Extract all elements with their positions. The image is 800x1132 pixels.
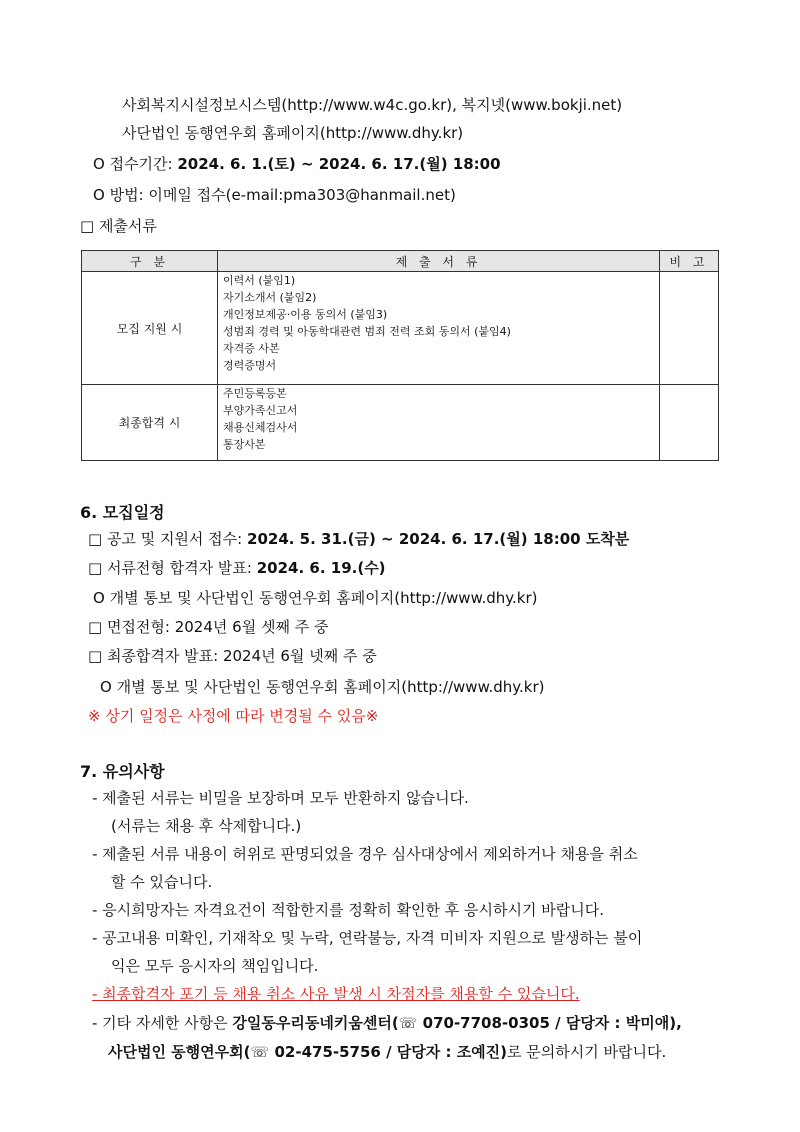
note-4a: - 공고내용 미확인, 기재착오 및 누락, 연락불능, 자격 미비자 지원으로 발생하는 불이: [92, 929, 643, 947]
schedule-line-2-value: 2024. 6. 19.(수): [256, 559, 386, 577]
note-7: [108, 1041, 666, 1062]
header-note: 비 고: [660, 251, 719, 272]
schedule-line-4: □ 면접전형: 2024년 6월 셋째 주 중: [88, 618, 329, 636]
docs-heading: □ 제출서류: [80, 217, 157, 235]
note-7-contact: 사단법인 동행연우회(☏ 02-475-5756 / 담당자 : 조예진): [108, 1043, 508, 1061]
note-2b: 할 수 있습니다.: [111, 873, 213, 891]
table-header-row: [82, 251, 719, 272]
note-6-contact: 강일동우리동네키움센터(☏ 070-7708-0305 / 담당자 : 박미애),: [232, 1014, 682, 1032]
list-item: 이력서 (붙임1): [223, 274, 296, 287]
schedule-line-2: [88, 557, 386, 578]
docs-table: [81, 250, 719, 461]
list-item: 개인정보제공·이용 동의서 (붙임3): [223, 308, 388, 321]
schedule-line-1-value: 2024. 5. 31.(금) ~ 2024. 6. 17.(월) 18:00 도착분: [247, 530, 630, 548]
table-row: [82, 385, 719, 461]
list-item: 경력증명서: [223, 359, 277, 372]
table-row: [82, 272, 719, 385]
top-line-1: 사회복지시설정보시스템(http://www.w4c.go.kr), 복지넷(www.bokji.net): [122, 96, 623, 114]
method-line: O 방법: 이메일 접수(e-mail:pma303@hanmail.net): [93, 186, 456, 204]
list-item: 자격증 사본: [223, 342, 280, 355]
row-note: [660, 272, 719, 385]
row-category: 모집 지원 시: [82, 272, 218, 385]
schedule-line-6: O 개별 통보 및 사단법인 동행연우회 홈페이지(http://www.dhy.kr): [100, 678, 545, 696]
note-2a: - 제출된 서류 내용이 허위로 판명되었을 경우 심사대상에서 제외하거나 채용을 취소: [92, 845, 638, 863]
row-items: [218, 385, 660, 461]
row-note: [660, 385, 719, 461]
note-1b: (서류는 채용 후 삭제합니다.): [111, 817, 302, 835]
note-6-prefix: - 기타 자세한 사항은: [92, 1014, 228, 1032]
row-items: [218, 272, 660, 385]
period-line: [93, 153, 501, 174]
list-item: 주민등록등본: [223, 387, 287, 400]
list-item: 채용신체검사서: [223, 421, 298, 434]
note-7-suffix: 로 문의하시기 바랍니다.: [507, 1043, 667, 1061]
period-label: O 접수기간:: [93, 155, 173, 173]
schedule-line-5: □ 최종합격자 발표: 2024년 6월 넷째 주 중: [88, 647, 377, 665]
schedule-title: 6. 모집일정: [80, 503, 165, 522]
list-item: 통장사본: [223, 438, 266, 451]
list-item: 부양가족신고서: [223, 404, 298, 417]
notes-title: 7. 유의사항: [80, 762, 165, 781]
schedule-notice: ※ 상기 일정은 사정에 따라 변경될 수 있음※: [88, 707, 379, 725]
list-item: 자기소개서 (붙임2): [223, 291, 317, 304]
schedule-line-3: O 개별 통보 및 사단법인 동행연우회 홈페이지(http://www.dhy.kr): [93, 589, 538, 607]
schedule-line-1: [88, 528, 629, 549]
list-item: 성범죄 경력 및 아동학대관련 범죄 전력 조회 동의서 (붙임4): [223, 325, 511, 338]
note-4b: 익은 모두 응시자의 책임입니다.: [111, 957, 319, 975]
row-category: 최종합격 시: [82, 385, 218, 461]
header-documents: 제 출 서 류: [218, 251, 660, 272]
period-value: 2024. 6. 1.(토) ~ 2024. 6. 17.(월) 18:00: [177, 155, 501, 173]
schedule-line-2-label: □ 서류전형 합격자 발표:: [88, 559, 252, 577]
header-category: 구 분: [82, 251, 218, 272]
top-line-2: 사단법인 동행연우회 홈페이지(http://www.dhy.kr): [122, 124, 464, 142]
note-3: - 응시희망자는 자격요건이 적합한지를 정확히 확인한 후 응시하시기 바랍니다.: [92, 901, 605, 919]
note-6: [92, 1012, 682, 1033]
note-5: - 최종합격자 포기 등 채용 취소 사유 발생 시 차점자를 채용할 수 있습니다.: [92, 985, 580, 1003]
note-1a: - 제출된 서류는 비밀을 보장하며 모두 반환하지 않습니다.: [92, 789, 469, 807]
schedule-line-1-label: □ 공고 및 지원서 접수:: [88, 530, 243, 548]
